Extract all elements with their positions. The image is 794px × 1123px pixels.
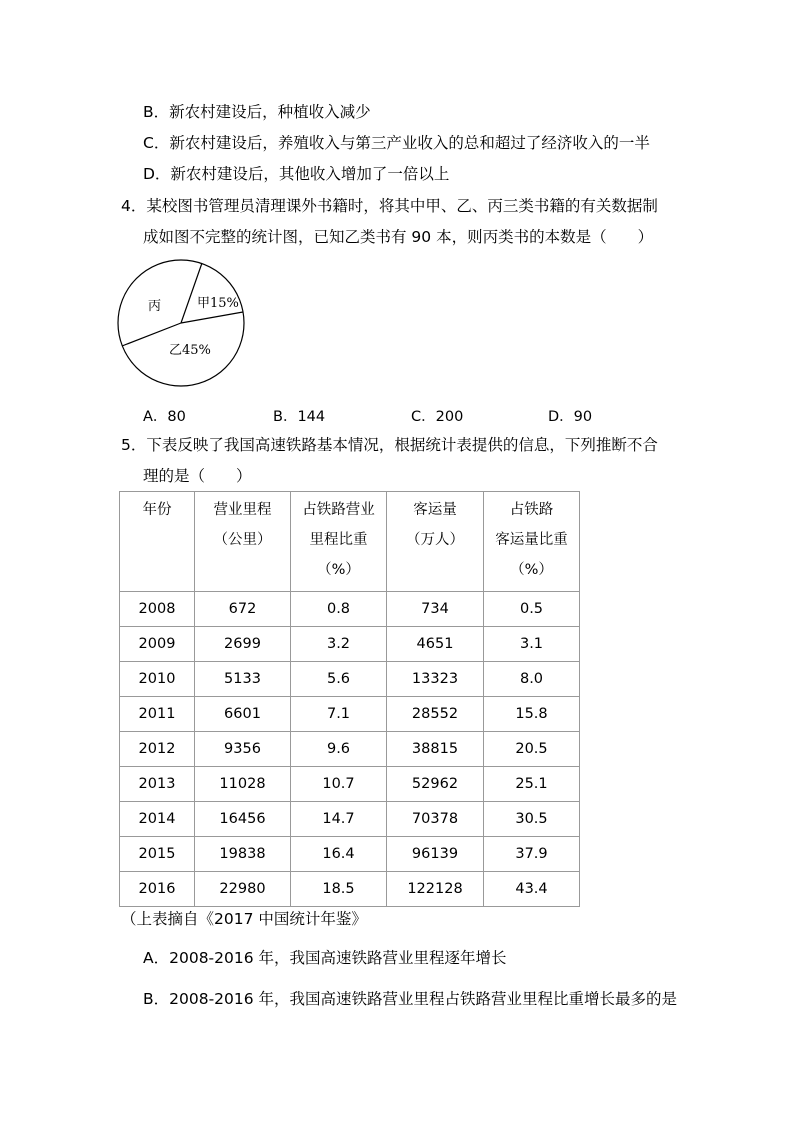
- cell-year: 2015: [120, 837, 195, 872]
- header-mileage-l1: 营业里程: [213, 502, 272, 518]
- cell-passenger-share: 8.0: [484, 662, 580, 697]
- cell-passenger-share: 20.5: [484, 732, 580, 767]
- pie-chart: [110, 255, 255, 395]
- cell-passenger-share: 30.5: [484, 802, 580, 837]
- table-row: [120, 872, 580, 907]
- table-row: [120, 697, 580, 732]
- q3-option-b: B．新农村建设后，种植收入减少: [143, 103, 371, 121]
- cell-mileage-share: 9.6: [291, 732, 387, 767]
- q4-option-d: D．90: [548, 409, 593, 425]
- cell-passenger-share: 0.5: [484, 592, 580, 627]
- cell-mileage-share: 16.4: [291, 837, 387, 872]
- cell-year: 2014: [120, 802, 195, 837]
- cell-passengers: 4651: [387, 627, 484, 662]
- table-row: [120, 627, 580, 662]
- cell-mileage-share: 5.6: [291, 662, 387, 697]
- cell-mileage-share: 10.7: [291, 767, 387, 802]
- header-mileage-share-l3: （%）: [317, 562, 360, 578]
- cell-year: 2012: [120, 732, 195, 767]
- q3-option-c: C．新农村建设后，养殖收入与第三产业收入的总和超过了经济收入的一半: [143, 134, 650, 152]
- q4-option-b: B．144: [273, 409, 326, 425]
- table-row: [120, 837, 580, 872]
- cell-passenger-share: 43.4: [484, 872, 580, 907]
- cell-mileage-share: 7.1: [291, 697, 387, 732]
- cell-passengers: 96139: [387, 837, 484, 872]
- q5-option-a: A．2008-2016 年，我国高速铁路营业里程逐年增长: [143, 949, 507, 967]
- cell-year: 2016: [120, 872, 195, 907]
- table-row: [120, 732, 580, 767]
- header-passengers-l1: 客运量: [413, 502, 457, 518]
- rail-stats-table: [119, 491, 580, 907]
- cell-mileage: 9356: [195, 732, 291, 767]
- q4-option-c: C．200: [411, 409, 464, 425]
- cell-year: 2013: [120, 767, 195, 802]
- header-passengers: [387, 492, 484, 592]
- cell-passengers: 122128: [387, 872, 484, 907]
- header-passengers-l2: （万人）: [406, 532, 464, 548]
- cell-mileage: 19838: [195, 837, 291, 872]
- header-passenger-share: [484, 492, 580, 592]
- cell-mileage: 16456: [195, 802, 291, 837]
- cell-passengers: 734: [387, 592, 484, 627]
- cell-year: 2010: [120, 662, 195, 697]
- header-mileage: [195, 492, 291, 592]
- header-passenger-share-l2: 客运量比重: [495, 532, 568, 548]
- cell-mileage-share: 0.8: [291, 592, 387, 627]
- header-mileage-share-l2: 里程比重: [309, 532, 368, 548]
- cell-mileage-share: 18.5: [291, 872, 387, 907]
- pie-label-bing: 丙: [148, 299, 162, 314]
- q5-stem-line1: 5．下表反映了我国高速铁路基本情况，根据统计表提供的信息，下列推断不合: [121, 436, 658, 454]
- cell-passengers: 28552: [387, 697, 484, 732]
- cell-year: 2011: [120, 697, 195, 732]
- header-year-text: 年份: [142, 502, 172, 518]
- cell-mileage: 5133: [195, 662, 291, 697]
- cell-passengers: 13323: [387, 662, 484, 697]
- cell-passenger-share: 3.1: [484, 627, 580, 662]
- header-passenger-share-l1: 占铁路: [509, 502, 554, 518]
- cell-mileage: 2699: [195, 627, 291, 662]
- cell-passengers: 52962: [387, 767, 484, 802]
- header-year: [120, 492, 195, 592]
- q3-option-d: D．新农村建设后，其他收入增加了一倍以上: [143, 165, 450, 183]
- header-mileage-share-l1: 占铁路营业: [302, 502, 375, 518]
- table-row: [120, 767, 580, 802]
- pie-label-yi: 乙45%: [169, 343, 211, 358]
- cell-mileage: 672: [195, 592, 291, 627]
- cell-passenger-share: 15.8: [484, 697, 580, 732]
- cell-year: 2008: [120, 592, 195, 627]
- q4-stem-line2: 成如图不完整的统计图，已知乙类书有 90 本，则丙类书的本数是（ ）: [143, 228, 654, 246]
- table-header-row: [120, 492, 580, 592]
- cell-passengers: 38815: [387, 732, 484, 767]
- q4-stem-line1: 4．某校图书管理员清理课外书籍时，将其中甲、乙、丙三类书籍的有关数据制: [121, 197, 658, 215]
- cell-year: 2009: [120, 627, 195, 662]
- table-source-note: （上表摘自《2017 中国统计年鉴》: [121, 910, 367, 928]
- cell-mileage-share: 14.7: [291, 802, 387, 837]
- cell-passenger-share: 25.1: [484, 767, 580, 802]
- table-row: [120, 802, 580, 837]
- q4-option-a: A．80: [143, 409, 186, 425]
- cell-mileage: 22980: [195, 872, 291, 907]
- pie-label-jia: 甲15%: [197, 296, 239, 311]
- header-passenger-share-l3: （%）: [510, 562, 553, 578]
- table-row: [120, 662, 580, 697]
- cell-passenger-share: 37.9: [484, 837, 580, 872]
- cell-mileage-share: 3.2: [291, 627, 387, 662]
- table-body: [120, 592, 580, 907]
- cell-passengers: 70378: [387, 802, 484, 837]
- header-mileage-share: [291, 492, 387, 592]
- table-row: [120, 592, 580, 627]
- cell-mileage: 11028: [195, 767, 291, 802]
- q5-stem-line2: 理的是（ ）: [143, 467, 252, 485]
- q5-option-b: B．2008-2016 年，我国高速铁路营业里程占铁路营业里程比重增长最多的是: [143, 990, 678, 1008]
- header-mileage-l2: （公里）: [213, 532, 272, 548]
- cell-mileage: 6601: [195, 697, 291, 732]
